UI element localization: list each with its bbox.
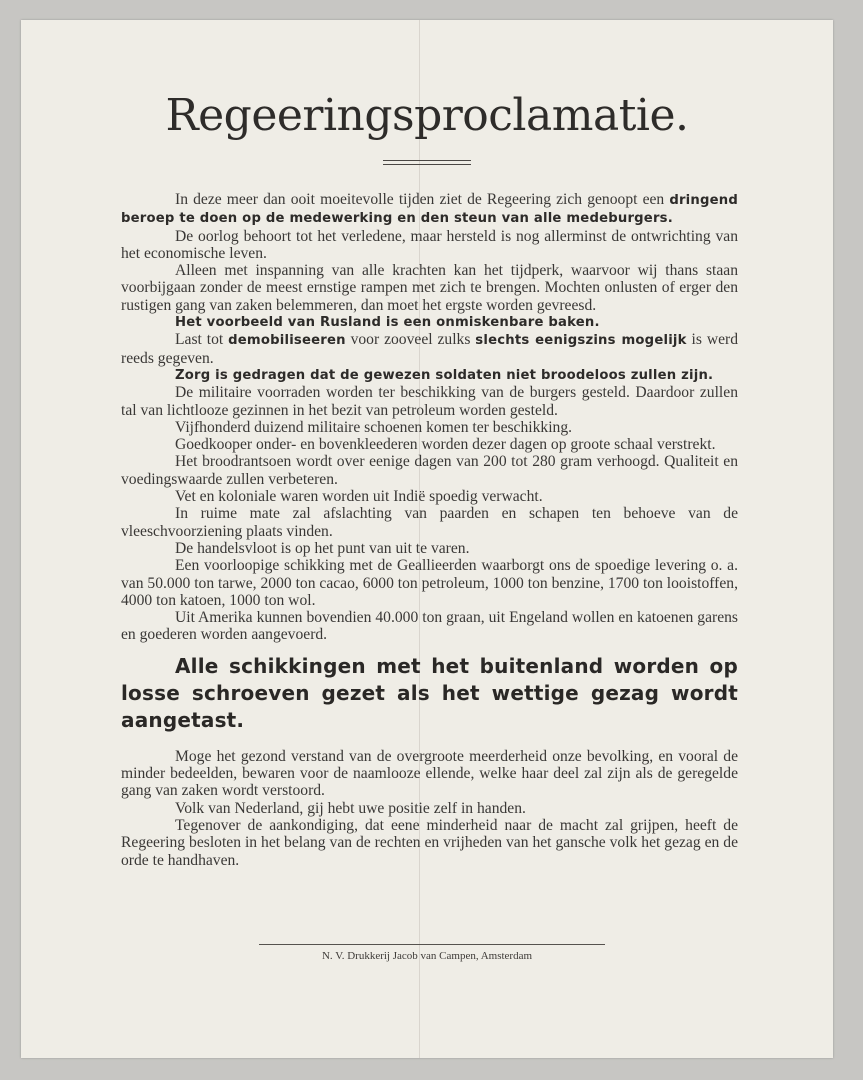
document-title: Regeeringsproclamatie. bbox=[165, 90, 689, 141]
paragraph: Het voorbeeld van Rusland is een onmiskenbare baken. bbox=[175, 315, 600, 331]
paragraph: De oorlog behoort tot het verledene, maar hersteld is nog allerminst de ontwrichting van het economische leven. bbox=[121, 227, 738, 262]
title-double-rule bbox=[383, 160, 471, 165]
paragraph: Goedkooper onder- en bovenkleederen worden dezer dagen op groote schaal verstrekt. bbox=[175, 436, 716, 454]
emphasis-statement: Alle schikkingen met het buitenland worden op losse schroeven gezet als het wettige gezag wordt aangetast. bbox=[121, 653, 738, 732]
paragraph: De handelsvloot is op het punt van uit te varen. bbox=[175, 539, 470, 557]
paragraph: Zorg is gedragen dat de gewezen soldaten niet broodeloos zullen zijn. bbox=[175, 367, 714, 383]
closing-paragraph: Tegenover de aankondiging, dat eene minderheid naar de macht zal grijpen, heeft de Regeering besloten in het belang van de rechten en vrijheden van het gansche volk het gezag en de orde te handhaven. bbox=[121, 816, 738, 869]
proclamation-sheet bbox=[21, 20, 833, 1058]
paragraph: Alleen met inspanning van alle krachten kan het tijdperk, waarvoor wij thans staan voorbijgaan zonder de meest ernstige rampen met zich te brengen. Mochten onlusten of erger den rustigen gang van zaken belemmeren, dan moet het ergste worden gevreesd. bbox=[121, 262, 738, 314]
paragraph: Last tot demobiliseeren voor zooveel zulks slechts eenigszins mogelijk is werd reeds gegeven. bbox=[121, 331, 738, 367]
closing-paragraph: Volk van Nederland, gij hebt uwe positie zelf in handen. bbox=[175, 799, 526, 817]
paragraph: De militaire voorraden worden ter beschikking van de burgers gesteld. Daardoor zullen tal van lichtlooze gezinnen in het bezit van petroleum worden gesteld. bbox=[121, 384, 738, 419]
paragraph: Het broodrantsoen wordt over eenige dagen van 200 tot 280 gram verhoogd. Qualiteit en voedingswaarde zullen verbeteren. bbox=[121, 453, 738, 488]
paragraph: In deze meer dan ooit moeitevolle tijden ziet de Regeering zich genoopt een dringend beroep te doen op de medewerking en den steun van alle medeburgers. bbox=[121, 191, 738, 227]
paragraph: Vet en koloniale waren worden uit Indië spoedig verwacht. bbox=[175, 488, 543, 506]
document-body bbox=[121, 191, 738, 869]
printer-imprint: N. V. Drukkerij Jacob van Campen, Amsterdam bbox=[321, 950, 533, 962]
closing-paragraph: Moge het gezond verstand van de overgroote meerderheid onze bevolking, en vooral de minder bedeelden, bewaren voor de naamlooze ellende, welke haar deel zal zijn als de geregelde gang van zaken wordt verstoord. bbox=[121, 747, 738, 800]
footer-rule bbox=[259, 944, 605, 945]
paragraph: Uit Amerika kunnen bovendien 40.000 ton graan, uit Engeland wollen en katoenen garens en goederen worden aangevoerd. bbox=[121, 609, 738, 644]
paragraph: In ruime mate zal afslachting van paarden en schapen ten behoeve van de vleeschvoorziening plaats vinden. bbox=[121, 505, 738, 540]
paragraph: Vijfhonderd duizend militaire schoenen komen ter beschikking. bbox=[175, 418, 573, 436]
paragraph: Een voorloopige schikking met de Geallieerden waarborgt ons de spoedige levering o. a. van 50.000 ton tarwe, 2000 ton cacao, 6000 ton petroleum, 1000 ton benzine, 1700 ton looistoffen, 4000 ton katoen, 1000 ton wol. bbox=[121, 557, 738, 609]
